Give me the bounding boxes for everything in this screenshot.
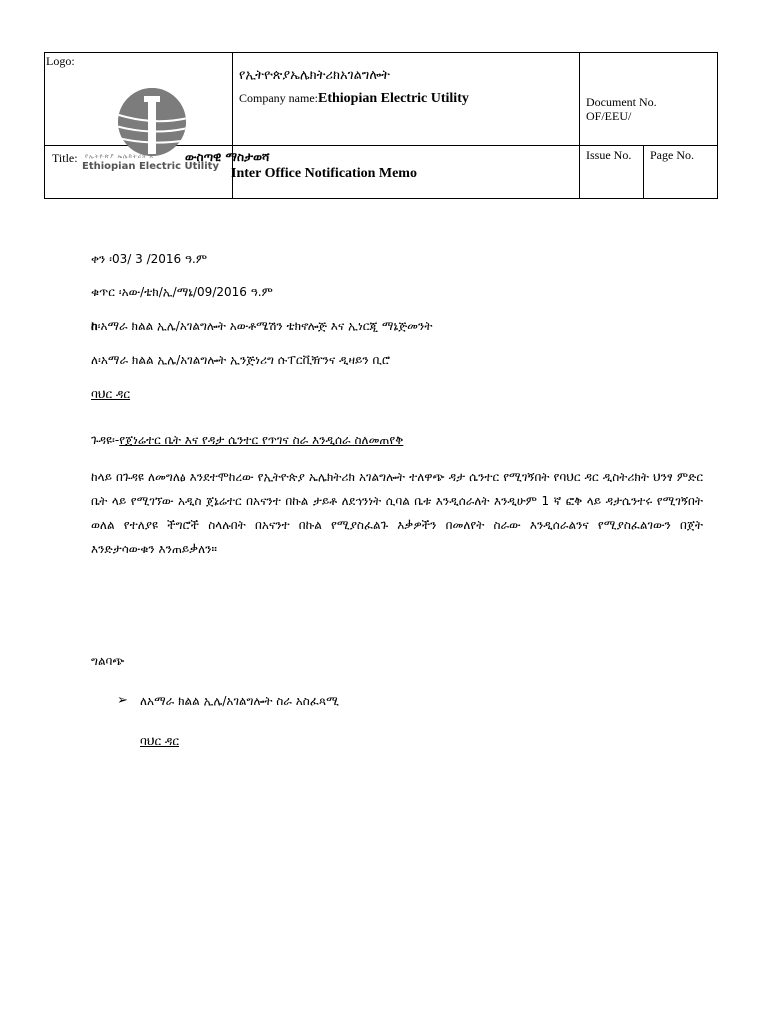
company-name: Ethiopian Electric Utility xyxy=(317,91,469,106)
logo-text-amharic: የኢትዮጵያ ኤሌክትሪክ አ xyxy=(85,153,154,160)
memo-subject xyxy=(91,433,403,448)
memo-body: ከላይ በጉዳዩ ለመግለፅ እንደተሞከረው የኢትዮጵያ ኤሌክትሪክ አገልግሎት ተለዋጭ ዳታ ሴንተር የሚገኝበት የባህር ዳር ዲስትሪክት ህንፃ ምድር ቤት ላይ የሚገኘው አዲስ ጀኔሬተር በአናንተ በኩል ታይቶ ለደኅንነት ሲባል ቤቱ እንዲሰራለት እንዲሁም 1 ኛ ፎቅ ላይ ዳታሴንተሩ የሚገኝበት ወለል የተለያዩ ችግሮች ስላሉበት በአናንተ በኩል የሚያስፈልጉ እቃዎችን በመለየት ስራው እንዲሰራልንና የሚያስፈልገውን በጀት እንድታሳውቁን እንጠይቃለን። xyxy=(91,470,703,556)
cc-city: ባህር ዳር xyxy=(140,734,180,748)
issue-no-label: Issue No. xyxy=(586,148,632,162)
memo-from xyxy=(91,319,432,334)
memo-to: ለ፡አማራ ክልል ኢሌ/አገልግሎት ኢንጅነሪግ ሱፐርቪዥንና ዲዛይን ቢሮ xyxy=(91,353,390,367)
memo-reference: ቁጥር ፡አው/ቴክ/ኢ/ማኔ/09/2016 ዓ.ም xyxy=(91,285,273,299)
document-no-label: Document No. xyxy=(586,95,657,109)
cc-label: ግልባጭ xyxy=(91,654,125,668)
page-no-label: Page No. xyxy=(650,148,694,162)
cc-item: ለአማራ ክልል ኢሌ/አገልግሎት ስራ አስፈጻሚ xyxy=(140,694,339,708)
title-english: Inter Office Notification Memo xyxy=(231,166,417,181)
memo-subject-prefix: ጉዳዩ፡- xyxy=(91,433,120,447)
document-no-value: OF/EEU/ xyxy=(586,109,632,123)
power-tower-icon xyxy=(118,88,186,156)
arrow-bullet-icon: ➢ xyxy=(117,693,128,708)
memo-from-text: ፡አማራ ክልል ኢሌ/አገልግሎት አውቶሜሽን ቴክኖሎጅ እና ኢነርጂ ማኔጅመንት xyxy=(97,319,433,333)
logo-text-english: Ethiopian Electric Utility xyxy=(82,161,219,172)
company-name-label: Company name: xyxy=(239,91,318,105)
memo-subject-text: የጀነሬተር ቤት እና የዳታ ሴንተር የጥገና ስራ እንዲሰራ ስለመጠየቅ xyxy=(119,433,404,447)
memo-from-prefix: ከ xyxy=(91,319,98,333)
org-name-amharic: የኢትዮጵያኤሌክትሪክአገልግሎት xyxy=(239,68,390,83)
title-amharic: ውስጣዊ ማስታወሻ xyxy=(185,150,270,164)
memo-date: ቀን ፡03/ 3 /2016 ዓ.ም xyxy=(91,252,208,266)
document-header-table xyxy=(44,52,718,199)
logo-label: Logo: xyxy=(46,54,75,68)
company-logo xyxy=(118,88,186,156)
memo-city: ባህር ዳር xyxy=(91,387,131,401)
title-label: Title: xyxy=(52,151,78,165)
company-name-row xyxy=(239,91,469,107)
